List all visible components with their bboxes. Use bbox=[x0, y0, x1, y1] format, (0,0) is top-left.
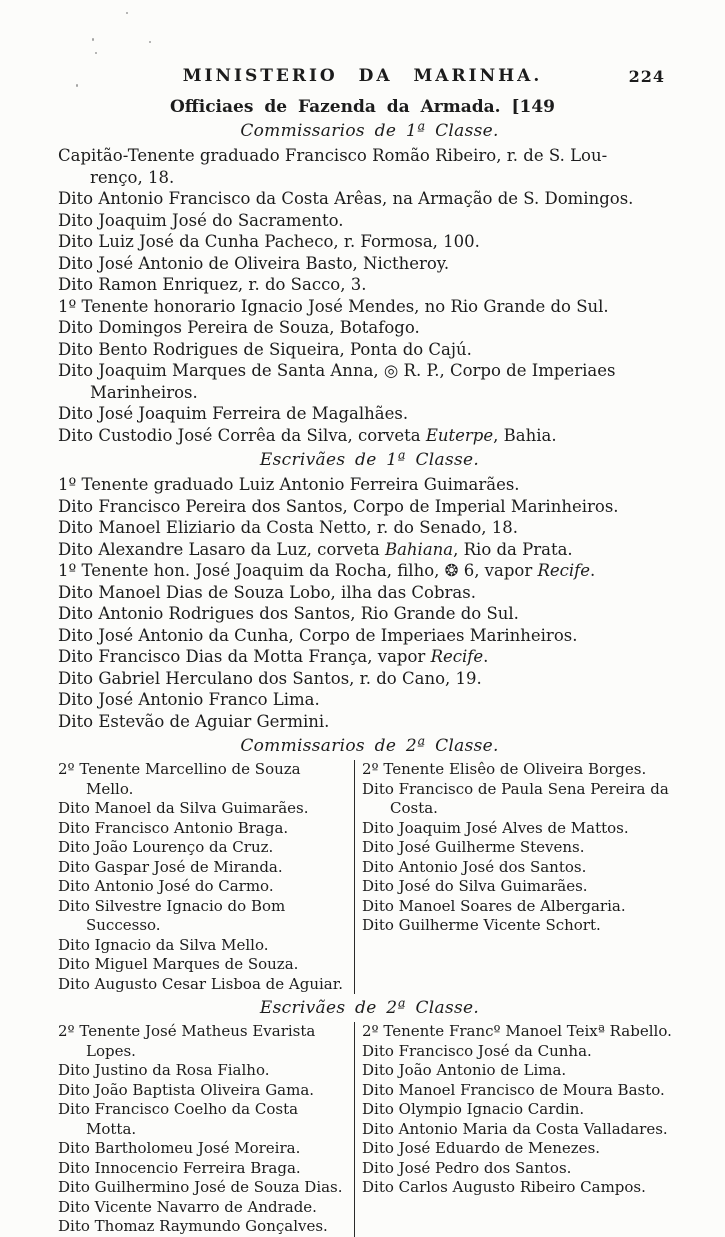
list-line: Dito José Eduardo de Menezes. bbox=[362, 1139, 601, 1157]
list-line: Dito Augusto Cesar Lisboa de Aguiar. bbox=[58, 974, 344, 993]
list-line: Dito Thomaz Raymundo Gonçalves. bbox=[58, 1217, 328, 1235]
list-line: 2º Tenente Elisêo de Oliveira Borges. bbox=[362, 760, 647, 778]
list-line: Dito Alexandre Lasaro da Luz, corveta Bahiana, Rio da Prata. bbox=[58, 539, 573, 559]
section-heading: Commissarios de 2ª Classe. bbox=[240, 736, 499, 756]
list-line: Dito Francisco José da Cunha. bbox=[362, 1041, 592, 1060]
list-line: Dito Domingos Pereira de Souza, Botafogo. bbox=[58, 318, 420, 337]
list-line: Dito Joaquim Marques de Santa Anna, ◎ R. P., Corpo de Imperiaes Marinheiros. bbox=[58, 361, 616, 402]
list-line: Dito Joaquim José Alves de Mattos. bbox=[362, 818, 629, 837]
list-line: Dito Guilhermino José de Souza Dias. bbox=[58, 1178, 343, 1196]
list-line: Dito Manoel Francisco de Moura Basto. bbox=[362, 1080, 665, 1099]
list-line: Dito Vicente Navarro de Andrade. bbox=[58, 1197, 317, 1216]
list-line: 1º Tenente honorario Ignacio José Mendes, no Rio Grande do Sul. bbox=[58, 296, 609, 316]
section-body-two-column bbox=[58, 760, 681, 994]
list-line: Dito Ignacio da Silva Mello. bbox=[58, 935, 269, 954]
scan-speck bbox=[95, 52, 97, 54]
section-heading: Escrivães de 2ª Classe. bbox=[259, 998, 480, 1018]
list-line: Dito Antonio Rodrigues dos Santos, Rio Grande do Sul. bbox=[58, 604, 519, 623]
page-number: 224 bbox=[628, 67, 665, 86]
list-line: Dito José do Silva Guimarães. bbox=[362, 877, 588, 895]
list-line: Dito Francisco Dias da Motta França, vapor Recife. bbox=[58, 647, 489, 666]
section-body bbox=[58, 145, 681, 446]
list-line: Dito José Antonio da Cunha, Corpo de Imperiaes Marinheiros. bbox=[58, 625, 578, 645]
scan-speck bbox=[149, 41, 151, 43]
column-right bbox=[354, 760, 681, 994]
list-line: Dito Francisco Antonio Braga. bbox=[58, 818, 289, 837]
list-line: 2º Tenente Marcellino de Souza Mello. bbox=[58, 760, 306, 798]
list-line: Dito Custodio José Corrêa da Silva, corveta Euterpe, Bahia. bbox=[58, 425, 557, 445]
list-line: Dito Miguel Marques de Souza. bbox=[58, 955, 299, 973]
list-line: Dito Silvestre Ignacio do Bom Successo. bbox=[58, 896, 291, 934]
column-left bbox=[58, 1022, 354, 1237]
scan-speck bbox=[126, 12, 128, 14]
list-line: Dito José Antonio de Oliveira Basto, Nictheroy. bbox=[58, 253, 450, 273]
list-line: 1º Tenente hon. José Joaquim da Rocha, filho, ❂ 6, vapor Recife. bbox=[58, 561, 596, 580]
list-line: Dito Manoel Soares de Albergaria. bbox=[362, 896, 626, 915]
list-line: Dito Francisco de Paula Sena Pereira da Costa. bbox=[362, 779, 669, 817]
column-left bbox=[58, 760, 354, 994]
list-line: Dito Luiz José da Cunha Pacheco, r. Formosa, 100. bbox=[58, 232, 480, 251]
list-line: Dito Francisco Coelho da Costa Motta. bbox=[58, 1100, 303, 1138]
page-title: MINISTERIO DA MARINHA. bbox=[182, 66, 543, 86]
list-line: Dito Francisco Pereira dos Santos, Corpo de Imperial Marinheiros. bbox=[58, 496, 619, 516]
list-line: Dito Antonio Maria da Costa Valladares. bbox=[362, 1119, 668, 1138]
list-line: Dito João Baptista Oliveira Gama. bbox=[58, 1080, 315, 1099]
list-line: Dito Joaquim José do Sacramento. bbox=[58, 210, 344, 230]
section-body-two-column bbox=[58, 1022, 681, 1237]
list-line: Dito Antonio José dos Santos. bbox=[362, 857, 587, 876]
list-line: Capitão-Tenente graduado Francisco Romão Ribeiro, r. de S. Lou- renço, 18. bbox=[58, 146, 608, 187]
document-subtitle: Officiaes de Fazenda da Armada. [149 bbox=[169, 97, 555, 117]
sections bbox=[58, 121, 681, 1237]
list-line: Dito João Antonio de Lima. bbox=[362, 1061, 567, 1079]
list-line: Dito José Pedro dos Santos. bbox=[362, 1158, 572, 1177]
list-line: 2º Tenente Francº Manoel Teixª Rabello. bbox=[362, 1022, 672, 1040]
list-line: Dito Antonio Francisco da Costa Arêas, na Armação de S. Domingos. bbox=[58, 189, 634, 208]
list-line: Dito José Antonio Franco Lima. bbox=[58, 690, 320, 709]
scan-speck bbox=[92, 38, 94, 41]
page-header bbox=[0, 66, 725, 90]
list-line: Dito Gabriel Herculano dos Santos, r. do Cano, 19. bbox=[58, 668, 482, 688]
list-line: Dito Guilherme Vicente Schort. bbox=[362, 916, 601, 934]
list-line: Dito José Joaquim Ferreira de Magalhães. bbox=[58, 404, 409, 423]
list-line: Dito Ramon Enriquez, r. do Sacco, 3. bbox=[58, 275, 367, 294]
list-line: Dito Gaspar José de Miranda. bbox=[58, 857, 283, 876]
list-line: Dito Innocencio Ferreira Braga. bbox=[58, 1158, 301, 1177]
section-heading: Escrivães de 1ª Classe. bbox=[259, 450, 480, 470]
list-line: Dito Olympio Ignacio Cardin. bbox=[362, 1100, 585, 1118]
list-line: Dito Carlos Augusto Ribeiro Campos. bbox=[362, 1178, 646, 1196]
list-line: Dito Bento Rodrigues de Siqueira, Ponta do Cajú. bbox=[58, 339, 472, 359]
list-line: Dito Manoel Dias de Souza Lobo, ilha das Cobras. bbox=[58, 582, 476, 602]
list-line: Dito Antonio José do Carmo. bbox=[58, 877, 274, 895]
list-line: Dito José Guilherme Stevens. bbox=[362, 838, 585, 856]
list-line: 1º Tenente graduado Luiz Antonio Ferreira Guimarães. bbox=[58, 475, 520, 494]
list-line: Dito Justino da Rosa Fialho. bbox=[58, 1061, 270, 1079]
section-body bbox=[58, 474, 681, 732]
list-line: 2º Tenente José Matheus Evarista Lopes. bbox=[58, 1022, 321, 1060]
list-line: Dito Manoel Eliziario da Costa Netto, r. do Senado, 18. bbox=[58, 518, 518, 537]
list-line: Dito Estevão de Aguiar Germini. bbox=[58, 711, 330, 731]
column-right bbox=[354, 1022, 681, 1237]
section-heading: Commissarios de 1ª Classe. bbox=[240, 121, 499, 141]
list-line: Dito Manoel da Silva Guimarães. bbox=[58, 799, 309, 817]
list-line: Dito Bartholomeu José Moreira. bbox=[58, 1139, 301, 1157]
list-line: Dito João Lourenço da Cruz. bbox=[58, 838, 274, 856]
